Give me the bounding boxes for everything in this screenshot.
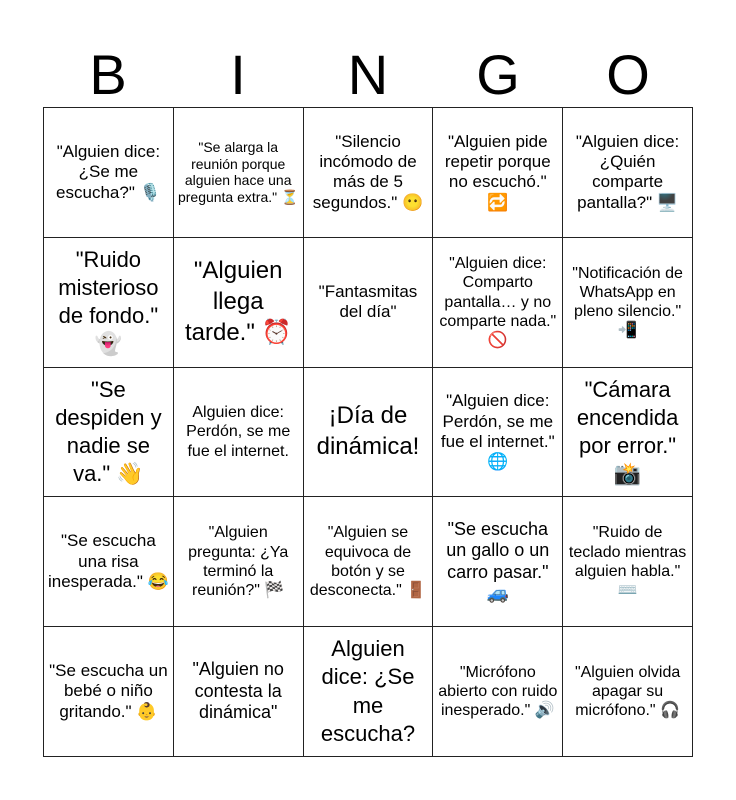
bingo-cell[interactable]: "Micrófono abierto con ruido inesperado." 🔊 — [433, 627, 563, 757]
bingo-cell[interactable]: "Se escucha una risa inesperada." 😂 — [44, 497, 174, 627]
bingo-cell[interactable]: "Alguien pide repetir porque no escuchó." 🔁 — [433, 108, 563, 238]
bingo-cell[interactable]: "Se alarga la reunión porque alguien hace una pregunta extra." ⏳ — [174, 108, 304, 238]
bingo-letter-o: O — [606, 43, 650, 106]
bingo-cell[interactable]: "Alguien dice: ¿Quién comparte pantalla?" 🖥️ — [563, 108, 693, 238]
bingo-cell[interactable]: "Se escucha un bebé o niño gritando." 👶 — [44, 627, 174, 757]
bingo-cell[interactable]: "Alguien dice: Perdón, se me fue el internet." 🌐 — [433, 368, 563, 498]
bingo-cell[interactable]: "Fantasmitas del día" — [304, 238, 434, 368]
bingo-cell[interactable]: Alguien dice: ¿Se me escucha? — [304, 627, 434, 757]
bingo-cell[interactable]: Alguien dice: Perdón, se me fue el internet. — [174, 368, 304, 498]
bingo-cell[interactable]: "Alguien dice: Comparto pantalla… y no comparte nada." 🚫 — [433, 238, 563, 368]
bingo-cell[interactable]: "Alguien dice: ¿Se me escucha?" 🎙️ — [44, 108, 174, 238]
bingo-cell[interactable]: "Se despiden y nadie se va." 👋 — [44, 368, 174, 498]
bingo-cell[interactable]: "Se escucha un gallo o un carro pasar." 🚙 — [433, 497, 563, 627]
bingo-letter-b: B — [89, 43, 127, 106]
bingo-cell-free-space[interactable]: ¡Día de dinámica! — [304, 368, 434, 498]
bingo-cell[interactable]: "Alguien llega tarde." ⏰ — [174, 238, 304, 368]
bingo-board — [43, 107, 693, 757]
bingo-header — [43, 44, 693, 106]
bingo-cell[interactable]: "Alguien no contesta la dinámica" — [174, 627, 304, 757]
bingo-cell[interactable]: "Alguien pregunta: ¿Ya terminó la reunión?" 🏁 — [174, 497, 304, 627]
bingo-cell[interactable]: "Alguien se equivoca de botón y se desconecta." 🚪 — [304, 497, 434, 627]
bingo-cell[interactable]: "Notificación de WhatsApp en pleno silencio." 📲 — [563, 238, 693, 368]
bingo-cell[interactable]: "Ruido misterioso de fondo." 👻 — [44, 238, 174, 368]
bingo-cell[interactable]: "Ruido de teclado mientras alguien habla." ⌨️ — [563, 497, 693, 627]
bingo-cell[interactable]: "Alguien olvida apagar su micrófono." 🎧 — [563, 627, 693, 757]
bingo-cell[interactable]: "Silencio incómodo de más de 5 segundos." 😶 — [304, 108, 434, 238]
bingo-letter-g: G — [476, 43, 520, 106]
bingo-letter-n: N — [347, 43, 389, 106]
bingo-cell[interactable]: "Cámara encendida por error." 📸 — [563, 368, 693, 498]
bingo-letter-i: I — [230, 43, 246, 106]
